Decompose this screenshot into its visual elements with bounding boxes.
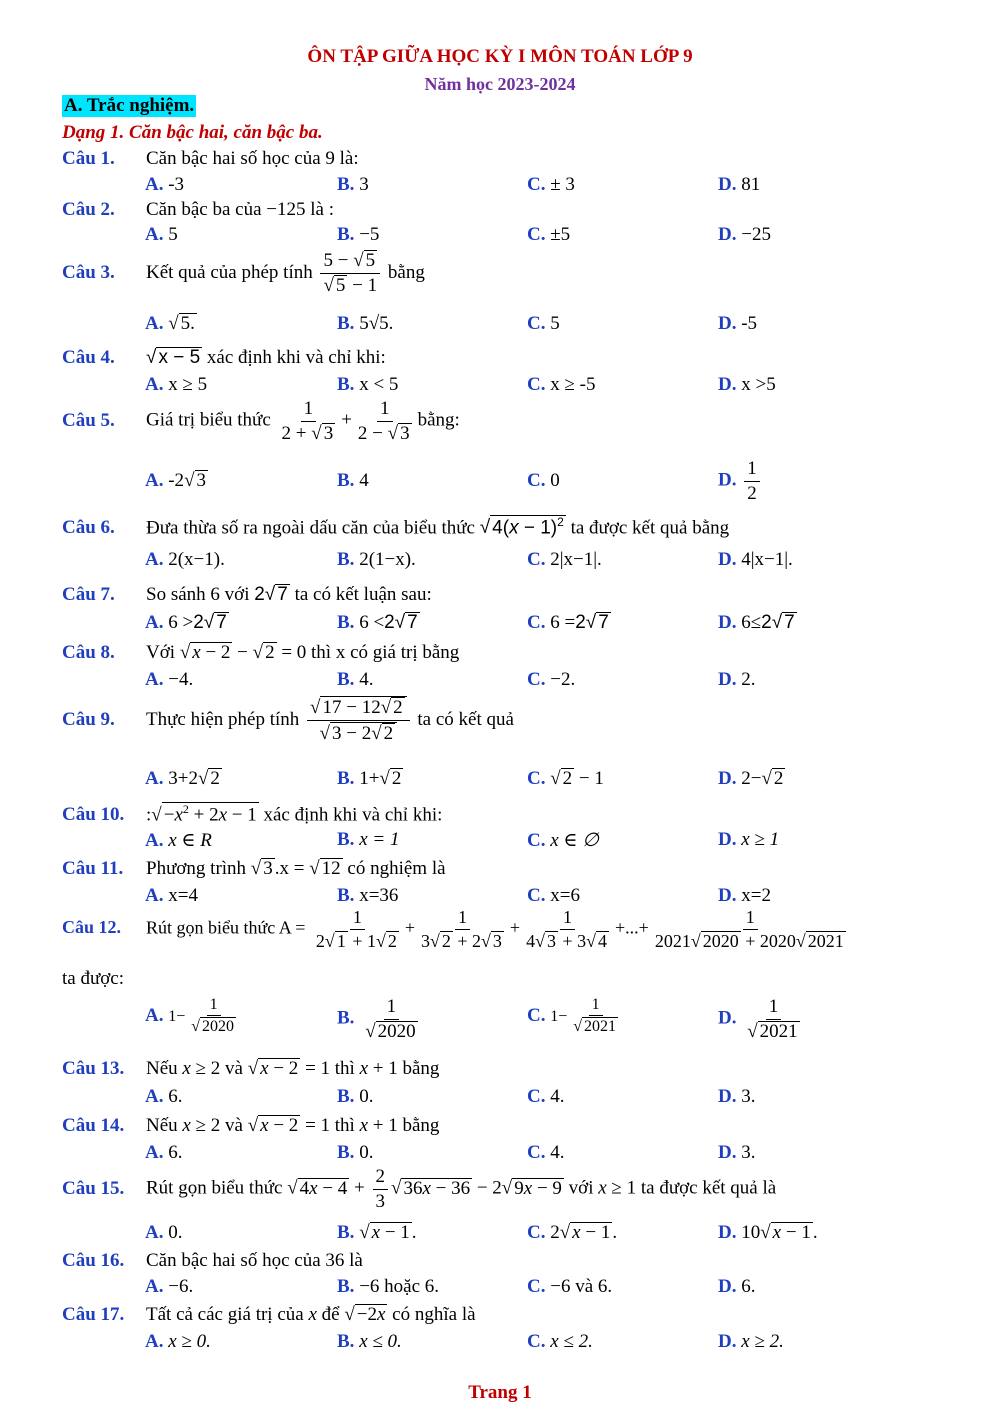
- option: C. x ≥ -5: [527, 374, 596, 395]
- option: C. ±5: [527, 224, 571, 245]
- option: A. x ≥ 5: [145, 374, 208, 395]
- option: C. 5: [527, 313, 560, 334]
- option: A. x ∈ R: [145, 830, 212, 851]
- option: A. −4.: [145, 669, 194, 690]
- option: B. x = 1: [337, 829, 400, 850]
- option: B. x < 5: [337, 374, 399, 395]
- question-10: Câu 10. :√ $-x^2 + 2x - 1$ xác định khi và chỉ khi:: [62, 802, 443, 826]
- option: D. 3.: [718, 1142, 756, 1163]
- option: B. √ x − 1 .: [337, 1222, 417, 1243]
- question-2: Câu 2. Căn bậc ba của −125 là :: [62, 199, 334, 220]
- option: B. 0.: [337, 1142, 374, 1163]
- option: A. 6 >2√ 7: [145, 612, 227, 633]
- option: B. 4.: [337, 669, 374, 690]
- option: C. 1− $\frac{1}{√ 2021}$: [527, 996, 617, 1036]
- fraction: $\frac{5 - √ 5}{√ 5 - 1}$: [320, 250, 380, 297]
- option: B. −5: [337, 224, 380, 245]
- question-6: Câu 6. Đưa thừa số ra ngoài dấu căn của biểu thức √ $4(x - 1)^2$ ta được kết quả bằng: [62, 515, 730, 539]
- document-title: ÔN TẬP GIỮA HỌC KỲ I MÔN TOÁN LỚP 9: [307, 46, 693, 67]
- option: A. -3: [145, 174, 185, 195]
- option: A. 5: [145, 224, 178, 245]
- option: B. 0.: [337, 1086, 374, 1107]
- question-12: Câu 12. Rút gọn biểu thức A = $\frac{1}{2√ 1 + 1√ 2}$ + $\frac{1}{3√ 2 + 2√ 3}$ + $\frac{1}{4√ 3 + 3√ 4}$ +...+ $\frac{1}{2021√ 2020 + 2020√ 2021}$: [62, 907, 844, 951]
- option: C. −6 và 6.: [527, 1276, 613, 1297]
- option: A. -2√ 3: [145, 470, 206, 491]
- option: C. ± 3: [527, 174, 575, 195]
- option: A. 6.: [145, 1142, 183, 1163]
- question-9: Câu 9. Thực hiện phép tính $\frac{√ 17 - 12√ 2}{√ 3 - 2√ 2}$ ta có kết quả: [62, 697, 514, 744]
- option: D. 6.: [718, 1276, 756, 1297]
- option: D. 2.: [718, 669, 756, 690]
- option: B. 4: [337, 470, 369, 491]
- question-15: Câu 15. Rút gọn biểu thức √ 4x − 4 + $\frac{2}{3}$ √ 36x − 36 − 2√ 9x − 9 với x ≥ 1 ta được kết quả là: [62, 1166, 777, 1212]
- option: D. $\frac{1}{√ 2021}$: [718, 996, 798, 1042]
- option: D. 4|x−1|.: [718, 549, 793, 570]
- question-3: Câu 3. Kết quả của phép tính $\frac{5 - √ 5}{√ 5 - 1}$ bằng: [62, 250, 425, 296]
- question-1: Câu 1. Căn bậc hai số học của 9 là:: [62, 148, 359, 169]
- question-4: Câu 4. √ x − 5 xác định khi và chỉ khi:: [62, 347, 386, 368]
- option: D. x ≥ 1: [718, 829, 780, 850]
- question-17: Câu 17. Tất cả các giá trị của x để √ −2x có nghĩa là: [62, 1304, 476, 1325]
- option: C. 2√ x − 1 .: [527, 1222, 618, 1243]
- option: D. x=2: [718, 885, 771, 906]
- option: B. 1+√ 2: [337, 768, 402, 789]
- option: A. x=4: [145, 885, 198, 906]
- option: D. -5: [718, 313, 758, 334]
- option: B. 2(1−x).: [337, 549, 416, 570]
- option: A. 6.: [145, 1086, 183, 1107]
- option: B. 5√5.: [337, 313, 394, 334]
- option: A. 3+2√ 2: [145, 768, 220, 789]
- option: C. 4.: [527, 1142, 565, 1163]
- option: C. −2.: [527, 669, 576, 690]
- option: A. −6.: [145, 1276, 194, 1297]
- question-12-tail: ta được:: [62, 968, 125, 989]
- option: B. x ≤ 0.: [337, 1331, 402, 1352]
- option: C. 6 =2√ 7: [527, 612, 609, 633]
- option: B. 3: [337, 174, 369, 195]
- option: A. √ 5.: [145, 313, 195, 334]
- question-16: Câu 16. Căn bậc hai số học của 36 là: [62, 1250, 363, 1271]
- option: B. 6 <2√ 7: [337, 612, 418, 633]
- option: D. 2−√ 2: [718, 768, 784, 789]
- question-14: Câu 14. Nếu x ≥ 2 và √ x − 2 = 1 thì x + 1 bằng: [62, 1115, 440, 1136]
- page-number: Trang 1: [468, 1382, 532, 1403]
- option: B. x=36: [337, 885, 399, 906]
- option: D. 81: [718, 174, 761, 195]
- question-7: Câu 7. So sánh 6 với 2√ 7 ta có kết luận sau:: [62, 584, 432, 605]
- option: A. x ≥ 0.: [145, 1331, 211, 1352]
- option: D. −25: [718, 224, 771, 245]
- option: D. 10√ x − 1 .: [718, 1222, 818, 1243]
- question-11: Câu 11. Phương trình √ 3 .x = √ 12 có nghiệm là: [62, 858, 446, 879]
- option: B. $\frac{1}{√ 2020}$: [337, 996, 416, 1042]
- option: C. √ 2 − 1: [527, 768, 604, 789]
- option: D. 3.: [718, 1086, 756, 1107]
- option: A. 0.: [145, 1222, 183, 1243]
- topic-heading: Dạng 1. Căn bậc hai, căn bậc ba.: [62, 122, 323, 143]
- question-13: Câu 13. Nếu x ≥ 2 và √ x − 2 = 1 thì x + 1 bằng: [62, 1058, 440, 1079]
- option: B. −6 hoặc 6.: [337, 1276, 440, 1297]
- option: C. x ≤ 2.: [527, 1331, 593, 1352]
- option: C. 0: [527, 470, 560, 491]
- question-5: Câu 5. Giá trị biểu thức $\frac{1}{2 + √ 3}$ + $\frac{1}{2 - √ 3}$ bằng:: [62, 398, 460, 444]
- option: D. x ≥ 2.: [718, 1331, 784, 1352]
- question-8: Câu 8. Với √ x − 2 − √ 2 = 0 thì x có giá trị bằng: [62, 642, 460, 663]
- school-year: Năm học 2023-2024: [424, 74, 576, 94]
- option: D. 6≤2√ 7: [718, 612, 795, 633]
- section-heading: A. Trắc nghiệm.: [64, 95, 195, 116]
- option: C. x=6: [527, 885, 580, 906]
- option: C. 4.: [527, 1086, 565, 1107]
- option: D. $\frac{1}{2}$: [718, 458, 763, 505]
- option: C. 2|x−1|.: [527, 549, 602, 570]
- option: A. 2(x−1).: [145, 549, 225, 570]
- option: C. x ∈ ∅: [527, 830, 599, 851]
- option: A. 1− $\frac{1}{√ 2020}$: [145, 996, 235, 1036]
- option: D. x >5: [718, 374, 776, 395]
